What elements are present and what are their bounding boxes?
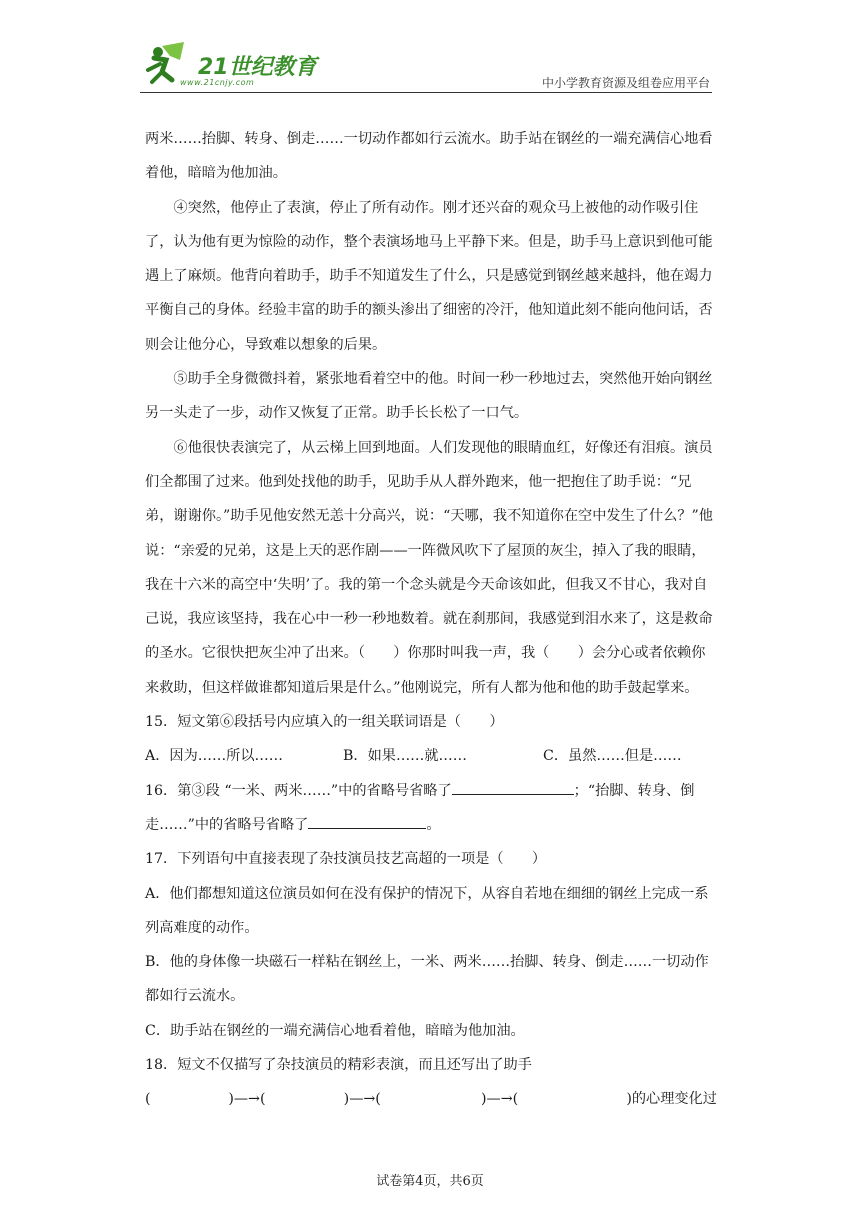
header-divider [140, 92, 712, 93]
q17-option-b[interactable]: B．他的身体像一块磁石一样粘在钢丝上，一米、两米……抬脚、转身、倒走……一切动作都如行云流水。 [145, 954, 709, 1005]
q16-text-4: 。 [426, 816, 441, 833]
q16-blank-2[interactable] [308, 812, 426, 829]
paragraph-3-continued: 两米……抬脚、转身、倒走……一切动作都如行云流水。助手站在钢丝的一端充满信心地看着他，暗暗为他加油。 [145, 131, 713, 182]
question-17-stem: 17．下列语句中直接表现了杂技演员技艺高超的一项是（ ） [145, 851, 547, 868]
question-15-options [145, 739, 717, 773]
paragraph-5: ⑤助手全身微微抖着，紧张地看着空中的他。时间一秒一秒地过去，突然他开始向钢丝另一头走了一步，动作又恢复了正常。助手长长松了一口气。 [145, 371, 713, 422]
q16-blank-1[interactable] [452, 778, 574, 795]
q18-paren-4[interactable]: )—→( [480, 1091, 519, 1108]
q15-option-a[interactable]: A．因为……所以…… [145, 748, 283, 765]
q16-text-1: 16．第③段 “一米、两米……”中的省略号省略了 [145, 782, 452, 799]
page-footer: 试卷第4页，共6页 [376, 1174, 484, 1189]
paragraph-4: ④突然，他停止了表演，停止了所有动作。刚才还兴奋的观众马上被他的动作吸引住了，认为他有更为惊险的动作，整个表演场地马上平静下来。但是，助手马上意识到他可能遇上了麻烦。他背向着助手，助手不知道发生了什么，只是感觉到钢丝越来越抖，他在竭力平衡自己的身体。经验丰富的助手的额头渗出了细密的冷汗，他知道此刻不能向他问话，否则会让他分心，导致难以想象的后果。 [145, 199, 713, 353]
q17-option-a[interactable]: A．他们都想知道这位演员如何在没有保护的情况下，从容自若地在细细的钢丝上完成一系列高难度的动作。 [145, 885, 709, 936]
q18-blanks-row [145, 1082, 717, 1116]
site-logo[interactable] [140, 42, 330, 92]
paragraph-6: ⑥他很快表演完了，从云梯上回到地面。人们发现他的眼睛血红，好像还有泪痕。演员们全都围了过来。他到处找他的助手，见助手从人群外跑来，他一把抱住了助手说：“兄弟，谢谢你。”助手见他安然无恙十分高兴，说：“天哪，我不知道你在空中发生了什么？”他说：“亲爱的兄弟，这是上天的恶作剧——一阵微风吹下了屋顶的灰尘，掉入了我的眼睛，我在十六米的高空中‘失明’了。我的第一个念头就是今天命该如此，但我又不甘心，我对自己说，我应该坚持，我在心中一秒一秒地数着。就在刹那间，我感觉到泪水来了，这是救命的圣水。它很快把灰尘冲了出来。（ ）你那时叫我一声，我（ ）会分心或者依赖你来救助，但这样做谁都知道后果是什么。”他刚说完，所有人都为他和他的助手鼓起掌来。 [145, 439, 713, 696]
q15-option-c[interactable]: C．虽然……但是…… [543, 748, 682, 765]
logo-text: 21世纪教育 [198, 55, 317, 80]
q16-text-2: ；“抬脚、转身、倒 [573, 782, 695, 799]
q15-option-b[interactable]: B．如果……就…… [343, 748, 467, 765]
site-tagline: 中小学教育资源及组卷应用平台 [541, 76, 710, 90]
q18-paren-3[interactable]: )—→( [343, 1091, 381, 1108]
q16-text-3: 走……”中的省略号省略了 [145, 816, 309, 833]
question-18-stem: 18．短文不仅描写了杂技演员的精彩表演，而且还写出了助手 [145, 1057, 532, 1074]
page-header [0, 0, 860, 92]
logo-url: www.21cnjy.com [180, 78, 255, 87]
q18-paren-5[interactable]: )的心理变化过 [626, 1091, 717, 1108]
q18-paren-2[interactable]: )—→( [228, 1091, 266, 1108]
question-16 [145, 774, 717, 843]
q17-option-c[interactable]: C．助手站在钢丝的一端充满信心地看着他，暗暗为他加油。 [145, 1022, 525, 1039]
q18-paren-1[interactable]: ( [145, 1091, 151, 1108]
exam-content [145, 122, 717, 1117]
question-15-stem: 15．短文第⑥段括号内应填入的一组关联词语是（ ） [145, 714, 504, 731]
